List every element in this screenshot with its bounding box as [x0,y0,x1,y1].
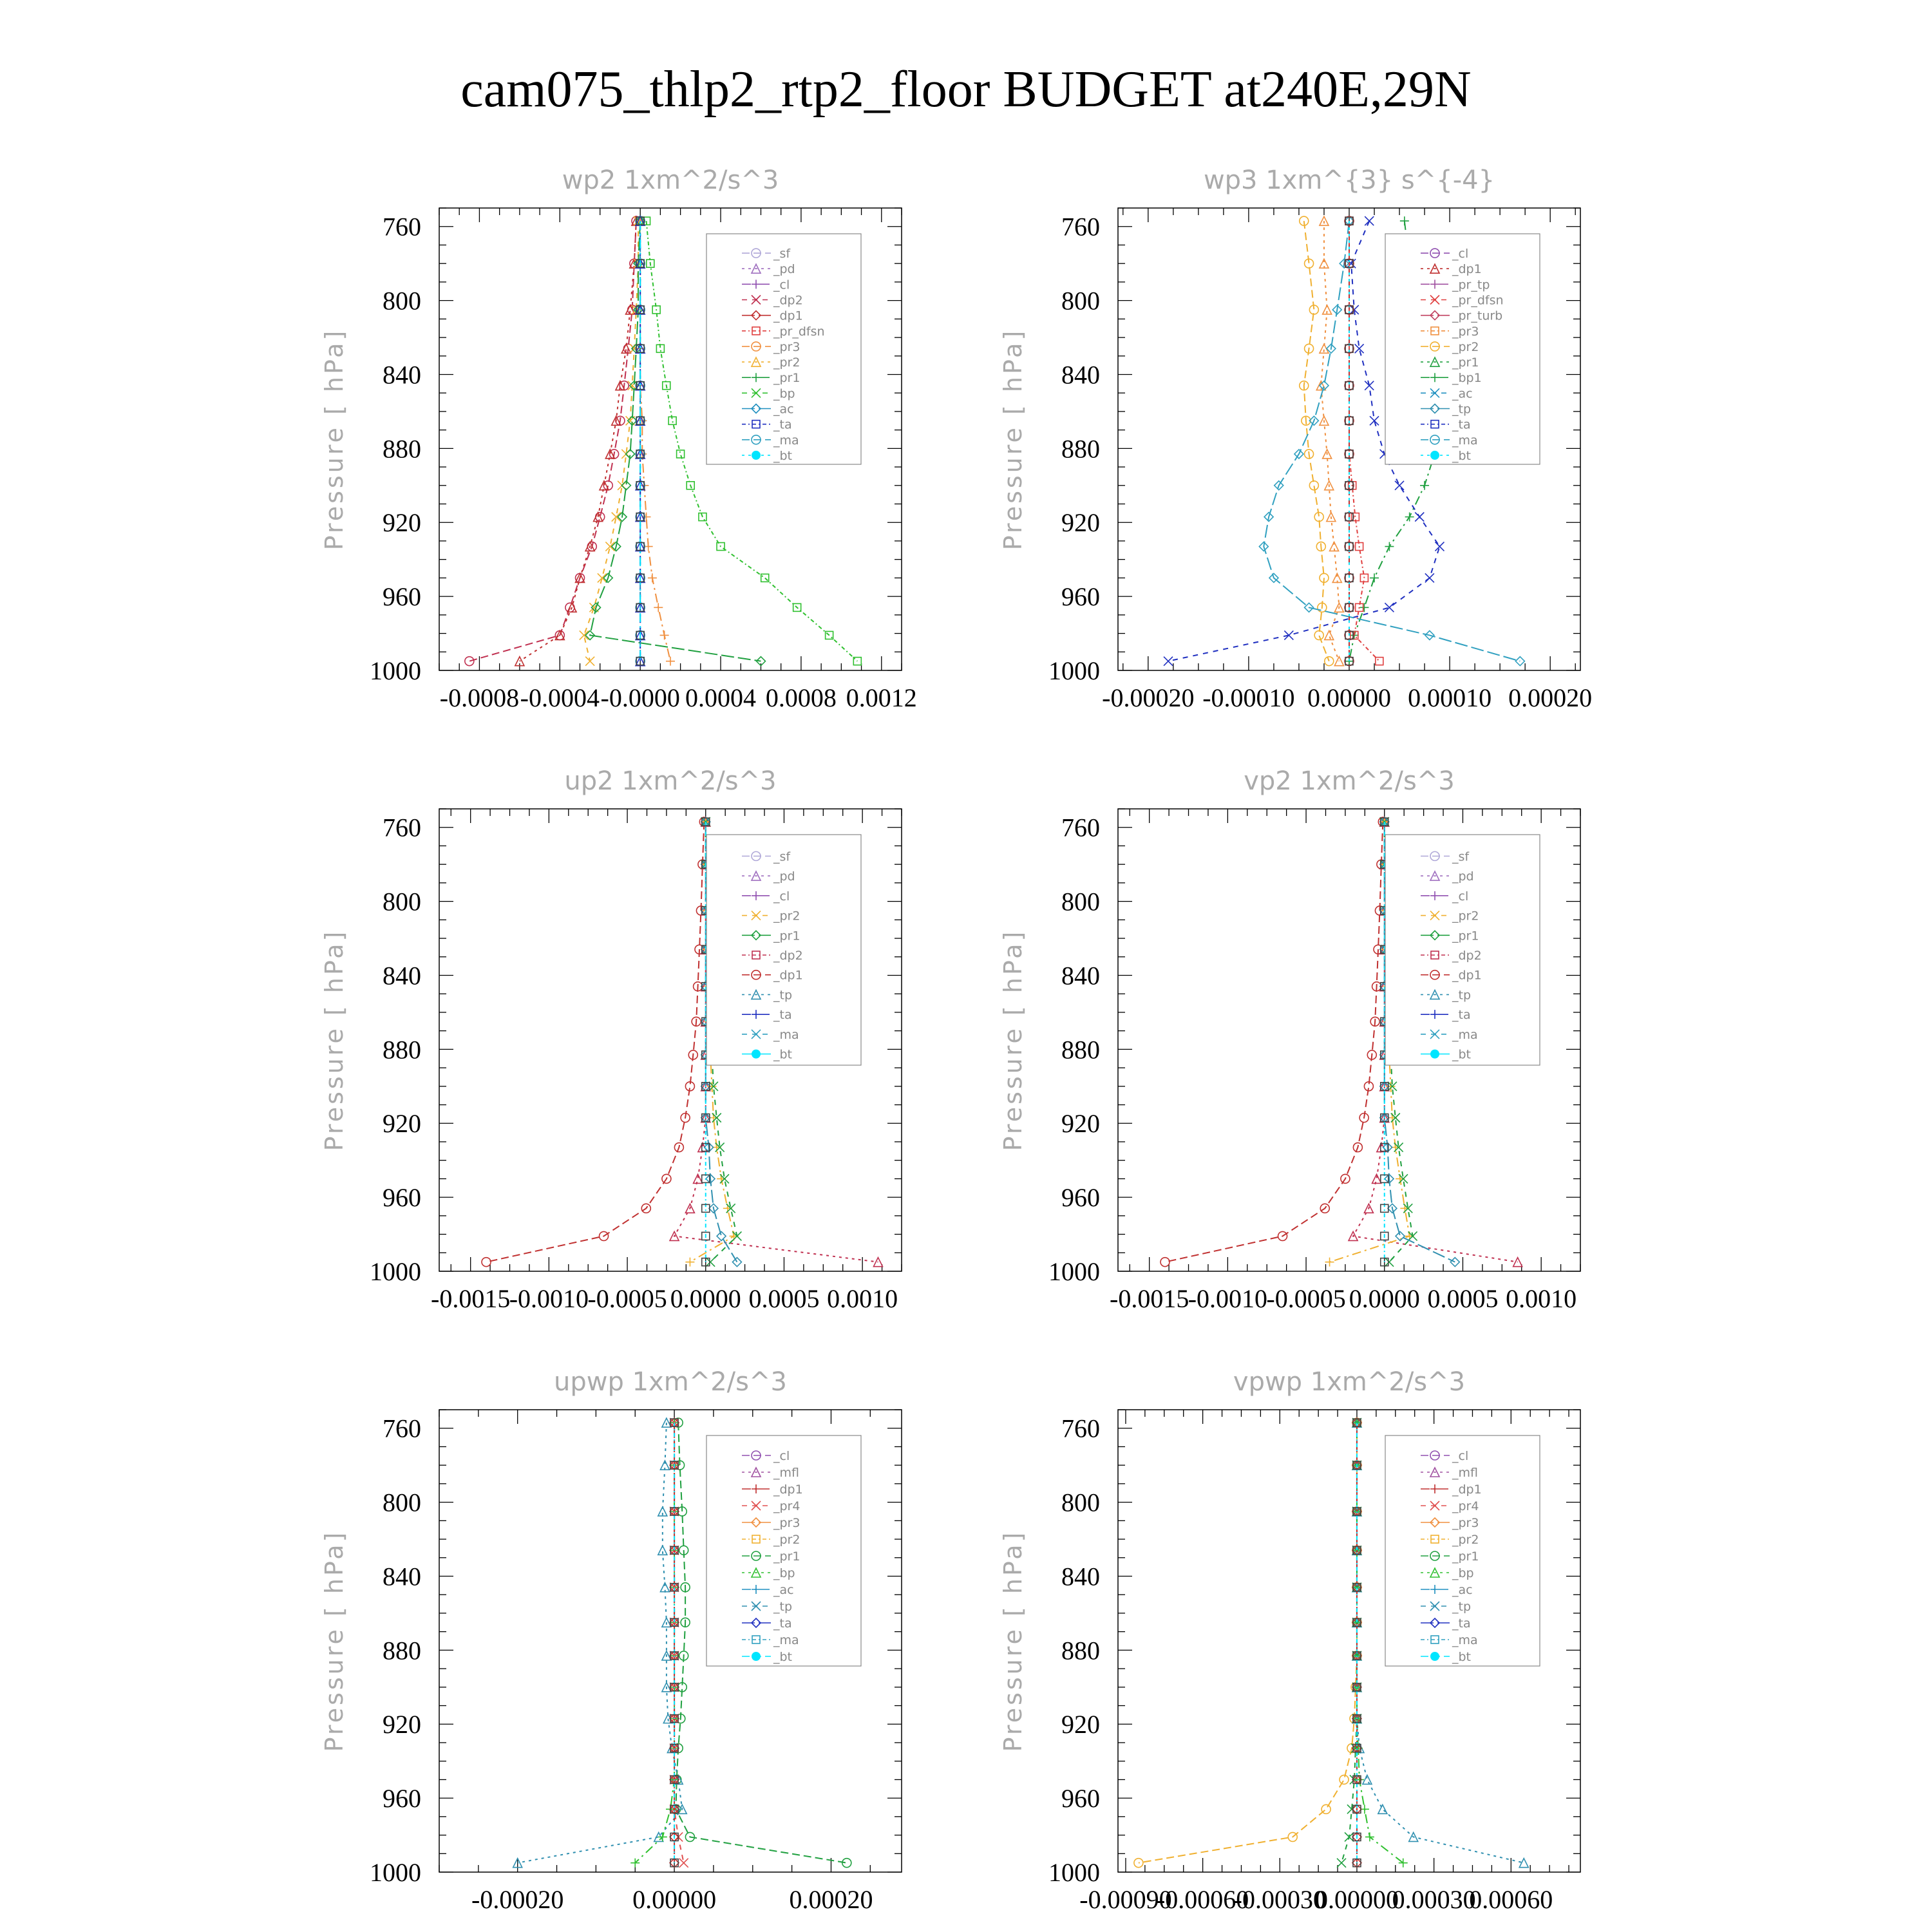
legend-label: _ta [1452,417,1471,432]
y-tick-label: 920 [1061,1710,1100,1739]
legend-label: _pr2 [773,909,800,923]
legend-label: _pr3 [773,339,800,354]
legend-label: _sf [1452,849,1470,864]
series-tp [513,1418,687,1868]
y-tick-label: 920 [383,1710,421,1739]
x-tick-label: -0.0015 [1110,1284,1189,1313]
legend-label: _pr_dfsn [773,324,825,339]
panel-title: wp3 1xm^{3} s^{-4} [1203,166,1495,195]
x-tick-label: 0.00000 [632,1885,717,1914]
x-tick-label: -0.00060 [1156,1885,1249,1914]
series-line [486,822,704,1262]
y-tick-label: 960 [383,582,421,612]
legend-label: _bt [773,1047,793,1062]
data-point [1378,1804,1387,1814]
y-tick-label: 760 [1061,1414,1100,1443]
x-tick-label: 0.00020 [789,1885,873,1914]
legend-label: _pr3 [1452,324,1479,339]
data-point [1386,1082,1395,1091]
y-tick-label: 1000 [370,656,421,685]
y-tick-label: 1000 [1048,1257,1100,1286]
y-tick-label: 1000 [370,1858,421,1887]
y-tick-label: 960 [1061,1183,1100,1213]
data-point [660,630,669,639]
y-tick-label: 760 [1061,813,1100,842]
x-tick-label: -0.0010 [1188,1284,1268,1313]
legend-label: _cl [1452,1449,1469,1463]
series-pr3 [1316,216,1343,666]
legend-marker [752,1050,761,1059]
legend-label: _dp2 [773,949,803,963]
data-point [1337,1859,1346,1868]
data-point [1415,513,1424,522]
x-tick-label: 0.0010 [1506,1284,1577,1313]
x-tick-label: -0.00090 [1079,1885,1172,1914]
x-tick-label: -0.0005 [587,1284,667,1313]
legend-label: _bt [773,448,793,463]
legend-marker [752,1652,761,1661]
panel-2 [999,166,1592,712]
x-tick-label: 0.0005 [748,1284,820,1313]
legend-label: _ma [1452,1027,1478,1042]
data-point [1420,481,1429,490]
series-line [520,221,636,661]
data-point [1385,1258,1394,1267]
data-point [585,657,594,666]
data-point [1370,416,1379,425]
panel-6 [999,1367,1580,1914]
legend-label: _pr2 [1452,909,1479,923]
y-tick-label: 800 [383,1488,421,1517]
data-point [666,657,675,666]
legend-marker [1430,451,1439,460]
data-point [1425,573,1434,582]
legend-marker [1430,1652,1439,1661]
data-point [648,573,657,582]
x-tick-label: 0.00000 [1314,1885,1399,1914]
y-tick-label: 960 [1061,1784,1100,1814]
data-point [1405,513,1414,522]
y-tick-label: 800 [1061,1488,1100,1517]
series-pr_dfsn [1345,217,1383,665]
y-tick-label: 880 [383,1636,421,1665]
legend-label: _ma [773,1633,799,1647]
y-tick-label: 880 [1061,1035,1100,1065]
series-line [518,1423,683,1863]
figure-title: cam075_thlp2_rtp2_floor BUDGET at240E,29N [460,61,1472,118]
data-point [1385,542,1394,551]
legend-label: _cl [773,278,790,292]
x-tick-label: -0.0008 [439,683,520,712]
x-tick-label: 0.0004 [685,683,757,712]
data-point [1164,657,1173,666]
legend-label: _ma [773,1027,799,1042]
legend-label: _pr1 [1452,355,1479,370]
y-tick-label: 1000 [1048,1858,1100,1887]
data-point [706,1258,715,1267]
legend-label: _sf [773,849,791,864]
series-dp1 [1160,817,1387,1267]
data-point [1376,658,1383,665]
y-tick-label: 920 [383,508,421,538]
series-line [584,221,638,661]
legend [1385,1435,1540,1666]
legend [1385,234,1540,464]
y-tick-label: 800 [383,887,421,916]
x-tick-label: -0.00010 [1202,683,1295,712]
data-point [1400,216,1409,225]
series-pr1 [1337,1418,1361,1868]
data-point [717,1231,726,1240]
series-line [1341,1423,1357,1863]
y-tick-label: 880 [383,1035,421,1065]
data-point [1359,603,1368,612]
data-point [1385,603,1394,612]
x-tick-label: -0.00020 [1102,683,1195,712]
y-tick-label: 880 [383,434,421,464]
legend-label: _pr1 [773,371,800,386]
legend-label: _tp [773,1600,793,1614]
x-tick-label: -0.0010 [509,1284,589,1313]
legend-label: _ac [773,402,794,417]
legend-label: _pr1 [773,929,800,943]
legend-label: _tp [1452,988,1472,1003]
series-line [1139,1423,1357,1863]
x-tick-label: 0.00010 [1408,683,1492,712]
y-tick-label: 800 [383,286,421,316]
legend-label: _pr3 [773,1516,800,1530]
data-point [654,603,663,612]
x-tick-label: 0.0008 [765,683,837,712]
legend-label: _pr2 [773,355,800,370]
legend-label: _tp [1452,402,1472,417]
legend-label: _cl [1452,247,1469,261]
y-tick-label: 920 [1061,1109,1100,1139]
legend-label: _pr2 [1452,339,1479,354]
panel-title: upwp 1xm^2/s^3 [554,1367,787,1397]
panel-title: vp2 1xm^2/s^3 [1244,766,1455,796]
x-tick-label: 0.00000 [1307,683,1391,712]
legend-label: _pd [773,262,795,277]
data-point [1314,630,1323,639]
y-tick-label: 760 [383,1414,421,1443]
legend-label: _tp [1452,1600,1472,1614]
legend-label: _pr2 [773,1533,800,1547]
panel-1 [320,166,917,712]
x-tick-label: 0.0005 [1427,1284,1499,1313]
x-tick-label: 0.00030 [1392,1885,1476,1914]
y-tick-label: 960 [383,1183,421,1213]
legend-label: _dp1 [1452,968,1482,983]
y-tick-label: 880 [1061,1636,1100,1665]
legend-label: _bp [1452,1566,1474,1580]
y-axis-label: Pressure [ hPa] [999,929,1027,1151]
y-tick-label: 840 [383,961,421,990]
x-tick-label: 0.0010 [827,1284,898,1313]
legend-label: _pd [773,869,795,884]
data-point [1325,630,1334,639]
y-tick-label: 920 [1061,508,1100,538]
x-tick-label: -0.0004 [520,683,600,712]
legend-label: _ta [773,1616,792,1631]
legend-label: _bp [773,386,795,401]
series-dp1 [515,216,641,666]
y-axis-label: Pressure [ hPa] [320,929,348,1151]
y-axis-label: Pressure [ hPa] [999,1530,1027,1752]
data-point [685,1258,694,1267]
legend-label: _cl [773,889,790,904]
x-tick-label: 0.0000 [670,1284,741,1313]
legend-label: _pr4 [773,1499,800,1513]
x-tick-label: -0.00030 [1233,1885,1326,1914]
data-point [1519,1859,1528,1868]
y-tick-label: 840 [1061,1562,1100,1591]
data-point [1325,1258,1334,1267]
data-point [1395,481,1404,490]
y-tick-label: 920 [383,1109,421,1139]
x-tick-label: 0.00020 [1508,683,1593,712]
series-line [640,221,670,661]
legend [706,1435,861,1666]
legend-label: _pr_tp [1452,278,1490,292]
series-line [469,221,636,661]
x-tick-label: 0.00060 [1469,1885,1553,1914]
y-tick-label: 840 [1061,961,1100,990]
series-dp2 [465,216,641,666]
y-tick-label: 760 [383,813,421,842]
x-tick-label: -0.00020 [471,1885,564,1914]
legend-label: _ac [1452,1583,1473,1597]
series-pr4 [670,1418,688,1868]
legend-label: _ta [773,1008,792,1023]
series-line [1349,221,1379,661]
y-tick-label: 760 [1061,212,1100,242]
x-tick-label: -0.0015 [431,1284,511,1313]
data-point [1435,542,1444,551]
data-point [598,573,607,582]
panel-title: up2 1xm^2/s^3 [564,766,777,796]
legend-label: _dp2 [1452,949,1482,963]
panel-5 [320,1367,902,1914]
legend-label: _dp1 [773,968,803,983]
legend-label: _ac [773,1583,794,1597]
legend-label: _cl [773,1449,790,1463]
series-pr3 [636,216,675,666]
legend [706,234,861,464]
data-point [1284,630,1293,639]
legend-label: _dp2 [773,293,803,308]
panels [320,166,1592,1914]
data-point [707,1082,716,1091]
panel-3 [320,766,902,1313]
data-point [1340,1775,1349,1784]
legend-label: _dp1 [773,308,803,323]
y-tick-label: 840 [1061,360,1100,390]
legend-label: _bt [773,1650,793,1664]
legend-label: _pr1 [1452,1549,1479,1564]
y-tick-label: 800 [1061,286,1100,316]
data-point [1365,216,1374,225]
panel-title: vpwp 1xm^2/s^3 [1233,1367,1466,1397]
series-line [635,1423,674,1863]
data-point [1370,573,1379,582]
legend-label: _dp1 [1452,262,1482,277]
data-point [482,1258,491,1267]
legend-label: _pr4 [1452,1499,1479,1513]
y-axis-label: Pressure [ hPa] [320,1530,348,1752]
data-point [1160,1258,1170,1267]
legend-label: _ta [773,417,792,432]
panel-4 [999,766,1580,1313]
legend-label: _dp1 [773,1482,803,1497]
legend-marker [1430,1050,1439,1059]
legend [706,835,861,1065]
legend-label: _dp1 [1452,1482,1482,1497]
legend-label: _bt [1452,1047,1472,1062]
legend-label: _ta [1452,1616,1471,1631]
series-pr2 [1134,1418,1361,1868]
legend-label: _ac [1452,386,1473,401]
panel-title: wp2 1xm^2/s^3 [562,166,779,195]
legend-label: _pr_dfsn [1452,293,1504,308]
legend-label: _bp1 [1452,371,1482,386]
legend-label: _tp [773,988,793,1003]
legend-label: _pr3 [1452,1516,1479,1530]
legend-label: _ma [1452,433,1478,448]
legend-label: _pr2 [1452,1533,1479,1547]
legend-label: _sf [773,247,791,261]
x-tick-label: -0.0000 [600,683,680,712]
legend-label: _ma [1452,1633,1478,1647]
y-axis-label: Pressure [ hPa] [999,328,1027,551]
y-tick-label: 840 [383,1562,421,1591]
data-point [580,630,589,639]
legend-label: _pd [1452,869,1474,884]
y-tick-label: 1000 [1048,656,1100,685]
legend-label: _ta [1452,1008,1471,1023]
legend-label: _pr_turb [1452,308,1503,323]
series-bp [630,1418,679,1868]
y-tick-label: 1000 [370,1257,421,1286]
data-point [1365,381,1374,390]
legend-label: _mfl [773,1466,799,1480]
legend-label: _mfl [1452,1466,1478,1480]
legend-label: _bt [1452,448,1472,463]
series-line [1321,221,1339,661]
y-tick-label: 840 [383,360,421,390]
data-point [465,657,474,666]
y-tick-label: 800 [1061,887,1100,916]
y-tick-label: 960 [383,1784,421,1814]
y-tick-label: 960 [1061,582,1100,612]
x-tick-label: 0.0000 [1349,1284,1420,1313]
legend-label: _ma [773,433,799,448]
data-point [679,1859,688,1868]
x-tick-label: -0.0005 [1266,1284,1346,1313]
series-dp1 [482,817,708,1267]
x-tick-label: 0.0012 [846,683,917,712]
y-tick-label: 760 [383,212,421,242]
y-tick-label: 880 [1061,434,1100,464]
legend-marker [752,451,761,460]
legend-label: _pr1 [773,1549,800,1564]
legend-label: _cl [1452,889,1469,904]
legend-label: _bp [773,1566,795,1580]
legend-label: _pr1 [1452,929,1479,943]
series-line [1165,822,1383,1262]
data-point [1321,1804,1331,1814]
data-point [1363,1775,1372,1784]
legend [1385,835,1540,1065]
legend-label: _bt [1452,1650,1472,1664]
y-axis-label: Pressure [ hPa] [320,328,348,551]
